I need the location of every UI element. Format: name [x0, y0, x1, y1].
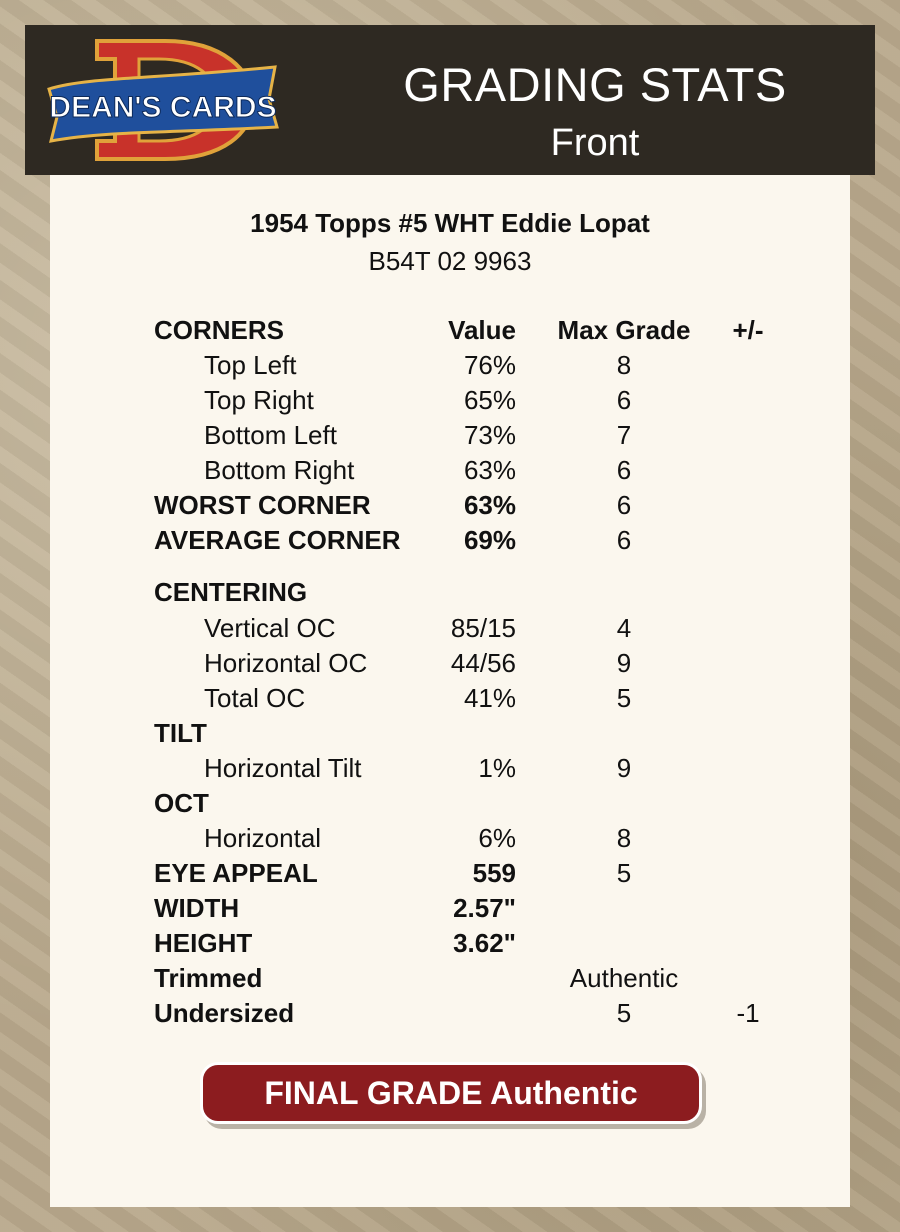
stat-value: 41% [463, 683, 516, 713]
stat-value: Value [448, 315, 516, 345]
stat-row: Top Right 65% 6 [204, 385, 632, 415]
stat-row: Vertical OC 85/15 4 [204, 613, 632, 643]
stat-row [50, 716, 850, 750]
stat-label: HEIGHT [154, 928, 253, 958]
stat-label: WIDTH [154, 893, 240, 923]
stat-label: EYE APPEAL [154, 858, 318, 888]
stat-label: Trimmed [154, 963, 263, 993]
card-name: 1954 Topps #5 WHT Eddie Lopat [250, 208, 650, 238]
stat-row: Top Left 76% 8 [204, 350, 632, 380]
stat-label: Vertical OC [204, 613, 336, 643]
stat-value: 6% [478, 823, 516, 853]
stat-value: 63% [463, 455, 516, 485]
page-subtitle: Front [550, 122, 640, 164]
stat-row: Horizontal OC 44/56 9 [204, 648, 632, 678]
header-bar [25, 25, 875, 175]
stat-label: OCT [154, 788, 209, 818]
stat-row: Bottom Left 73% 7 [204, 420, 632, 450]
stat-row: Bottom Right 63% 6 [204, 455, 632, 485]
stat-label: CORNERS [154, 315, 285, 345]
stat-label: Horizontal Tilt [204, 753, 362, 783]
stat-value: 73% [463, 420, 516, 450]
logo-text: DEAN'S CARDS [49, 91, 277, 124]
stat-label: AVERAGE CORNER [154, 525, 401, 555]
stat-row: Trimmed Authentic [154, 963, 679, 993]
deans-cards-logo [47, 37, 279, 163]
stat-label: TILT [154, 718, 207, 748]
stat-value: 3.62" [453, 928, 516, 958]
page-title: GRADING STATS [403, 58, 787, 111]
stat-row: AVERAGE CORNER 69% 6 [154, 525, 632, 555]
stat-value: 65% [463, 385, 516, 415]
stat-value: 2.57" [453, 893, 516, 923]
stat-row [50, 926, 850, 960]
stat-row: CORNERS Value Max Grade +/- [154, 315, 764, 345]
cert-number: B54T 02 9963 [368, 246, 532, 276]
stat-value: 559 [472, 858, 516, 888]
stat-value: 76% [463, 350, 516, 380]
stat-label: Total OC [204, 683, 306, 713]
stat-label: WORST CORNER [154, 490, 371, 520]
stat-row: EYE APPEAL 559 5 [154, 858, 632, 888]
stat-value: 63% [463, 490, 516, 520]
final-grade-button[interactable]: FINAL GRADE Authentic [200, 1062, 702, 1124]
stat-label: Horizontal OC [204, 648, 368, 678]
stat-label: Top Right [204, 385, 314, 415]
stat-value: 69% [463, 525, 516, 555]
stat-value: 85/15 [450, 613, 516, 643]
stat-row: Horizontal Tilt 1% 9 [204, 753, 632, 783]
stat-label: Horizontal [204, 823, 322, 853]
stat-label: Bottom Right [204, 455, 355, 485]
stat-row [50, 575, 850, 609]
stat-row [50, 891, 850, 925]
stat-row [50, 786, 850, 820]
stat-row: WORST CORNER 63% 6 [154, 490, 632, 520]
stats-panel [50, 175, 850, 1207]
stat-value: 44/56 [450, 648, 516, 678]
stat-label: Bottom Left [204, 420, 337, 450]
stat-label: CENTERING [154, 577, 308, 607]
stat-value: 1% [478, 753, 516, 783]
stat-row: Total OC 41% 5 [204, 683, 632, 713]
stat-row: Horizontal 6% 8 [204, 823, 632, 853]
stat-label: Undersized [154, 998, 295, 1028]
stat-row: Undersized 5 -1 [154, 998, 760, 1028]
stat-label: Top Left [204, 350, 297, 380]
